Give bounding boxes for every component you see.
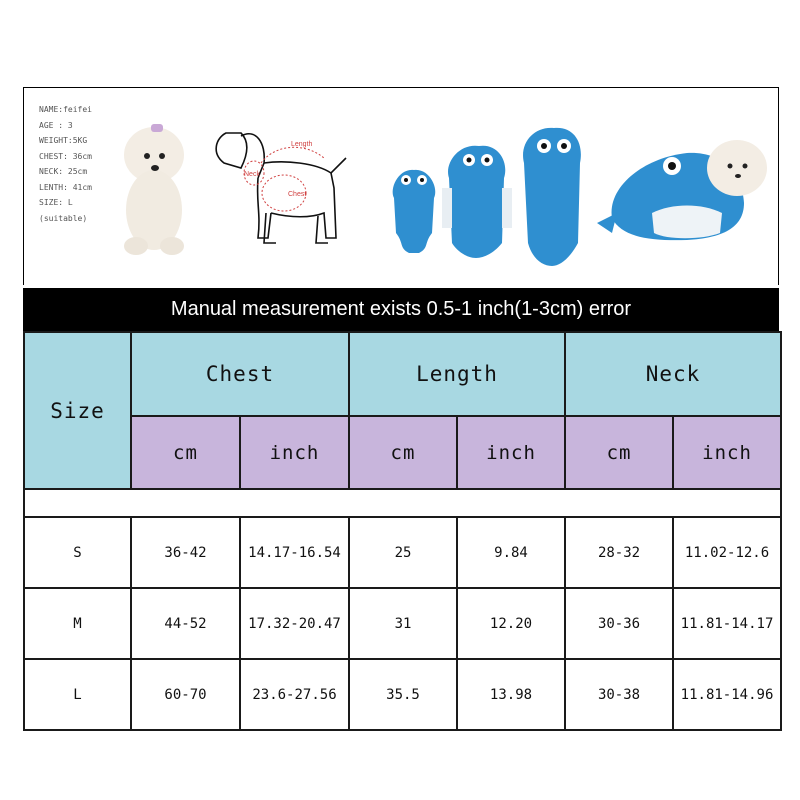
info-suitable: (suitable) <box>39 213 88 223</box>
table-row <box>24 588 781 659</box>
info-weight: WEIGHT:5KG <box>39 136 88 145</box>
table-cell: 11.02-12.6 <box>673 517 781 588</box>
table-cell: 13.98 <box>457 659 565 730</box>
unit-header: inch <box>240 416 349 489</box>
diagram-neck-label: Neck <box>244 171 260 178</box>
shark-costumes-photo <box>384 118 584 273</box>
table-cell: 11.81-14.17 <box>673 588 781 659</box>
size-cell: M <box>24 588 131 659</box>
table-cell: 30-38 <box>565 659 673 730</box>
measurement-notice-banner: Manual measurement exists 0.5-1 inch(1-3cm) error <box>23 288 779 331</box>
diagram-chest-label: Chest <box>288 191 307 198</box>
costume-medium <box>442 146 512 258</box>
table-cell: 12.20 <box>457 588 565 659</box>
unit-header: cm <box>131 416 240 489</box>
table-cell: 60-70 <box>131 659 240 730</box>
size-cell: S <box>24 517 131 588</box>
chest-header: Chest <box>131 332 349 416</box>
unit-header: cm <box>565 416 673 489</box>
table-cell: 30-36 <box>565 588 673 659</box>
info-size: SIZE: L <box>39 198 73 207</box>
unit-header: inch <box>673 416 781 489</box>
table-cell: 11.81-14.96 <box>673 659 781 730</box>
measurement-diagram <box>206 118 366 258</box>
table-cell: 23.6-27.56 <box>240 659 349 730</box>
table-row <box>24 659 781 730</box>
length-header: Length <box>349 332 565 416</box>
info-length: LENTH: 41cm <box>39 182 92 192</box>
table-cell: 14.17-16.54 <box>240 517 349 588</box>
table-cell: 28-32 <box>565 517 673 588</box>
size-chart-table <box>23 331 782 731</box>
costume-small <box>393 170 436 253</box>
table-cell: 35.5 <box>349 659 457 730</box>
costume-large <box>523 128 581 266</box>
table-cell: 25 <box>349 517 457 588</box>
dog-photo <box>114 110 194 260</box>
table-cell: 9.84 <box>457 517 565 588</box>
unit-header: inch <box>457 416 565 489</box>
table-cell: 44-52 <box>131 588 240 659</box>
product-illustration-panel <box>23 87 779 285</box>
table-cell: 17.32-20.47 <box>240 588 349 659</box>
dog-in-costume-photo <box>592 118 772 258</box>
table-cell: 31 <box>349 588 457 659</box>
table-row <box>24 517 781 588</box>
unit-header: cm <box>349 416 457 489</box>
table-cell: 36-42 <box>131 517 240 588</box>
info-age: AGE : 3 <box>39 120 73 130</box>
diagram-length-label: Length <box>291 141 313 148</box>
size-header: Size <box>24 332 131 489</box>
neck-header: Neck <box>565 332 781 416</box>
info-name: NAME:feifei <box>39 105 92 114</box>
model-info <box>39 102 92 226</box>
size-cell: L <box>24 659 131 730</box>
info-chest: CHEST: 36cm <box>39 151 92 161</box>
info-neck: NECK: 25cm <box>39 167 88 176</box>
